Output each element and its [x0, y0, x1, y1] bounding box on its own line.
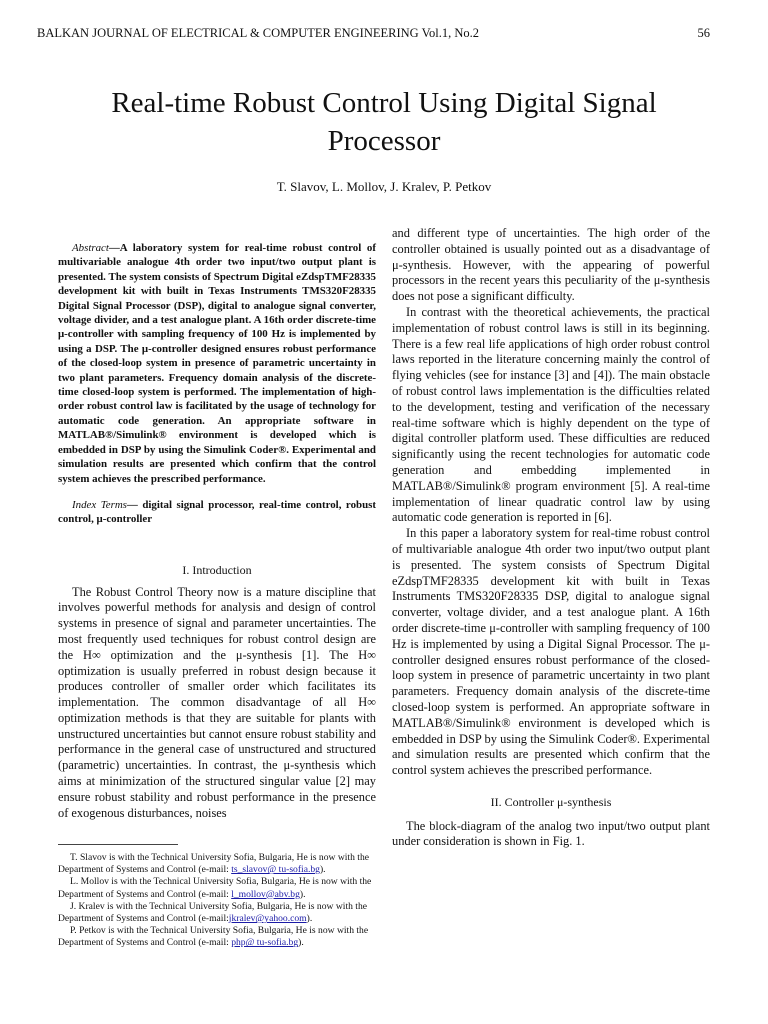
email-link[interactable]: ts_slavov@ tu-sofia.bg — [231, 864, 320, 876]
email-link[interactable]: jkralev@yahoo.com — [228, 913, 307, 925]
page-number: 56 — [697, 26, 710, 40]
index-terms-text: — digital signal processor, real-time control, robust control, μ-controller — [58, 498, 376, 526]
right-column — [392, 226, 710, 850]
intro-paragraph: The Robust Control Theory now is a mature discipline that involves powerful methods for analysis and design of control systems in presence of signal and parameter uncertainties. The most frequently used techniques for robust control design are the H∞ optimization and the μ-synthesis [1]. The H∞ optimization is usually preferred in robust design because it produces controller of smaller order which facilitates its implementation. The common disadvantage of all H∞ optimization methods is that they are suitable for plants with unstructured uncertainties but cannot ensure robust stability and performance in the general case of unstructured and structured (parametric) uncertainties. In contrast, the μ-synthesis which aims at minimization of the structured singular value [2] may ensure robust stability and robust performance in the presence of exogenous disturbances, noises — [58, 584, 376, 820]
footnote-kralev: J. Kralev is with the Technical University Sofia, Bulgaria, He is now with the Department of Systems and Control (e-mail:jkralev@yahoo.com). — [58, 900, 368, 925]
title-line-2: Processor — [327, 125, 441, 157]
email-link[interactable]: php@ tu-sofia.bg — [231, 937, 299, 949]
email-link[interactable]: l_mollov@abv.bg — [231, 888, 300, 900]
footnotes — [58, 852, 376, 950]
section-1-heading: I. Introduction — [182, 562, 252, 577]
abstract-text: —A laboratory system for real-time robust control of multivariable analogue 4th order two input/two output plant is presented. The system consists of Spectrum Digital eZdspTMF28335 development kit with built in Texas Instruments TMS320F28335 Digital Signal Processor (DSP), digital to analogue signal converter, voltage divider, and a test analogue plant. A 16th order discrete-time μ-controller with sampling frequency of 100 Hz is implemented by using a DSP. The μ-controller designed ensures robust performance of the closed-loop system in presence of parametric uncertainty in two plant parameters. Frequency domain analysis of the discrete-time closed-loop system is performed. The implementation of high-order robust control law is facilitated by the usage of technology for automatic code generation. An appropriate software in MATLAB®/Simulink® environment is developed which is embedded in DSP by using the Simulink Coder®. Experimental and simulation results are presented which confirm that the control system achieves the prescribed performance. — [58, 242, 376, 485]
section-2-heading: II. Controller μ-synthesis — [490, 794, 612, 809]
right-paragraph-2: In contrast with the theoretical achievements, the practical implementation of robust control laws is still in its beginning. There is a few real life applications of high order robust control laws reported in the literature concerning mainly the control of flying vehicles (see for instance [3] and [4]). The main obstacle of robust control laws implementation is the difficulties related to the development, testing and verification of the necessary real-time software which is highly dependent on the type of digital controller platform used. These difficulties are reduced significantly using the recent technologies for automatic code generation and embedding implemented in MATLAB®/Simulink® program environment [5]. A real-time implementation of linear quadratic control law by using automatic code generation is reported in [6]. — [392, 304, 710, 525]
index-terms — [58, 498, 376, 527]
paper-title — [40, 84, 728, 160]
title-line-1: Real-time Robust Control Using Digital Signal — [111, 87, 657, 119]
right-paragraph-4: The block-diagram of the analog two input/two output plant under consideration is shown in Fig. 1. — [392, 818, 710, 849]
authors: T. Slavov, L. Mollov, J. Kralev, P. Petkov — [276, 179, 492, 194]
running-header — [37, 26, 710, 41]
footnote-divider — [58, 844, 178, 845]
journal-name: BALKAN JOURNAL OF ELECTRICAL & COMPUTER ENGINEERING Vol.1, No.2 — [37, 26, 480, 40]
left-column — [58, 241, 376, 821]
right-paragraph-1: and different type of uncertainties. The high order of the controller obtained is usually pointed out as a disadvantage of μ-synthesis. However, with the appearing of powerful processors in the recent years this peculiarity of the μ-synthesis does not pose a significant difficulty. — [392, 226, 710, 304]
footnote-slavov: T. Slavov is with the Technical University Sofia, Bulgaria, He is now with the Department of Systems and Control (e-mail: ts_slavov@ tu-sofia.bg). — [58, 852, 369, 876]
abstract-label: Abstract — [72, 242, 109, 254]
footnote-petkov: P. Petkov is with the Technical University Sofia, Bulgaria, He is now with the Department of Systems and Control (e-mail: php@ tu-sofia.bg). — [58, 925, 369, 949]
index-terms-label: Index Terms — [72, 498, 127, 511]
footnote-mollov: L. Mollov is with the Technical University Sofia, Bulgaria, He is now with the Department of Systems and Control (e-mail: l_mollov@abv.bg). — [58, 876, 372, 900]
right-paragraph-3: In this paper a laboratory system for real-time robust control of multivariable analogue 4th order two input/two output plant is presented. The system consists of Spectrum Digital eZdspTMF28335 development kit with built in Texas Instruments TMS320F28335 DSP, digital to analogue signal converter, voltage divider, and a test analogue plant. A 16th order discrete-time μ-controller with sampling frequency of 100 Hz is implemented by using a Digital Signal Processor. The μ-controller designed ensures robust performance of the closed-loop system in presence of parametric uncertainty in two plant parameters. Frequency domain analysis of the discrete-time closed-loop system is performed. An appropriate software in MATLAB®/Simulink® environment is developed which is embedded in DSP by using the Simulink Coder®. Experimental and simulation results are presented which confirm that the control system achieves the prescribed performance. — [392, 526, 710, 778]
abstract — [58, 241, 376, 486]
